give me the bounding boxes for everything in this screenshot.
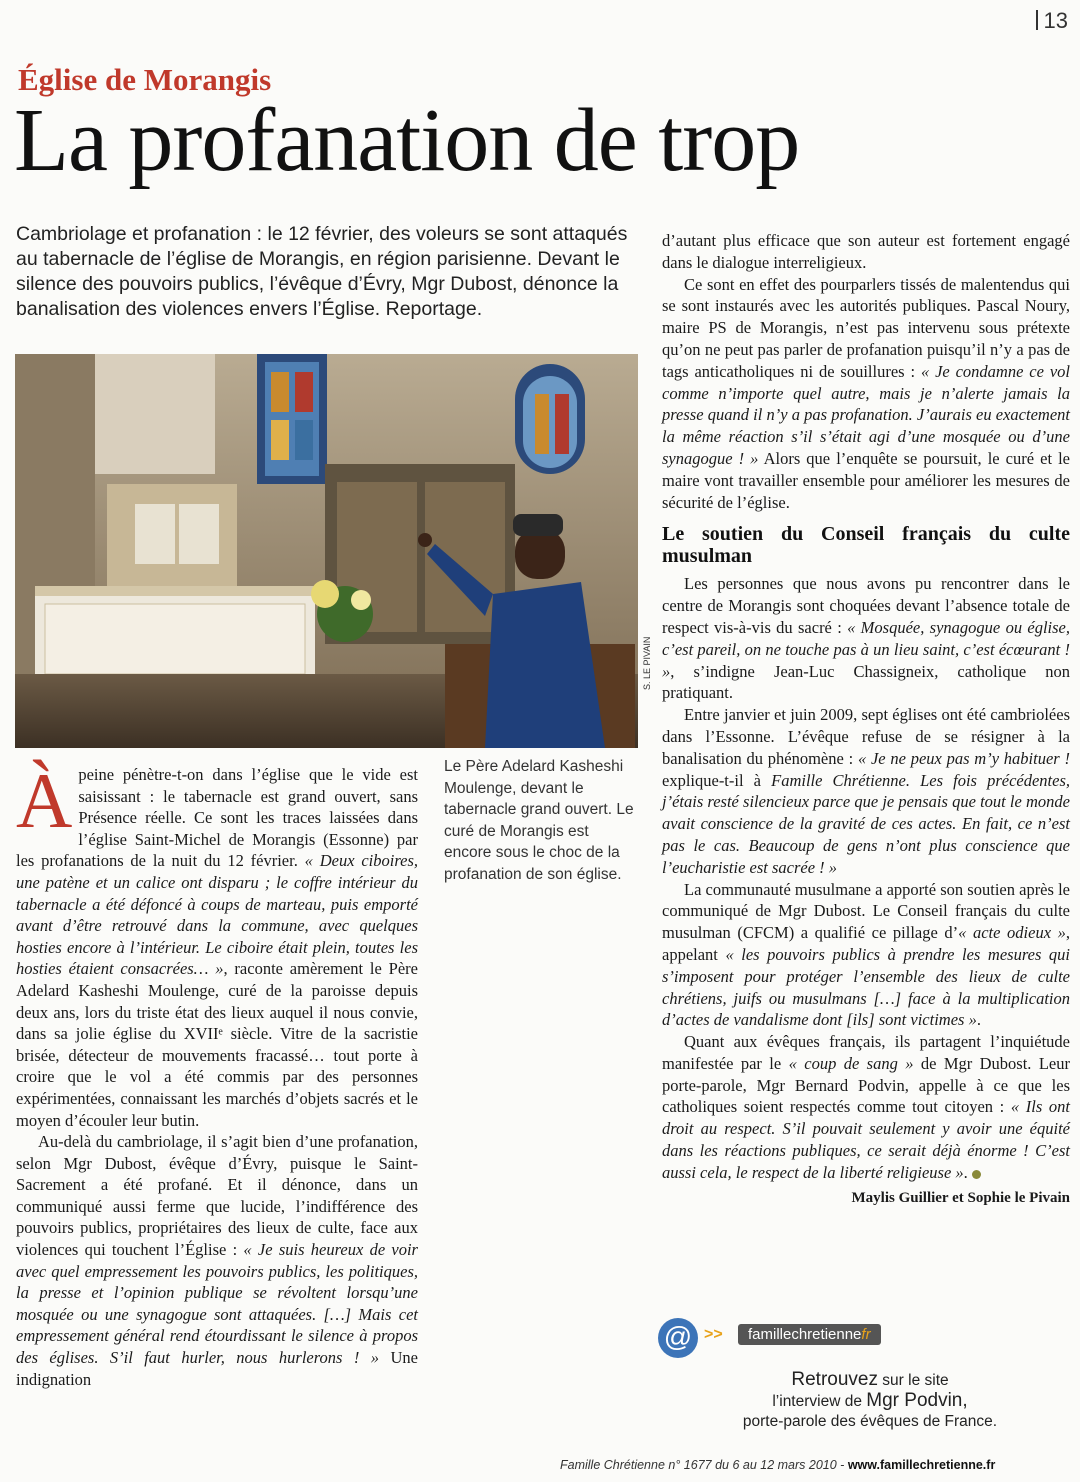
paragraph: La communauté musulmane a apporté son soutien après le communiqué de Mgr Dubost. Le Conseil français du culte musulman (CFCM) a qualifié ce pillage d’« acte odieux », appelant « les pouvoirs publics à prendre les mesures qui s’imposent pour protéger l’ensemble des lieux de culte chrétiens, juifs ou musulmans […] face à la multiplication d’actes de vandalisme dont [ils] sont victimes ».	[662, 879, 1071, 1030]
page-number: 13	[1036, 8, 1068, 34]
at-icon: @	[658, 1318, 698, 1358]
web-promo-text: Retrouvez sur le site l’interview de Mgr Podvin, porte-parole des évêques de France.	[742, 1369, 998, 1430]
footer: Famille Chrétienne n° 1677 du 6 au 12 mars 2010 - www.famillechretienne.fr	[560, 1458, 996, 1472]
paragraph: Ce sont en effet des pourparlers tissés de malentendus qui se sont instaurés avec les autorités publiques. Pascal Noury, maire PS de Morangis, n’est pas intervenu sous prétexte qu’on ne peut pas parler de profanation puisqu’il n’y a pas de tags anticatholiques ni de souillures : « Je condamne ce vol comme n’importe quel autre, mais je n’alerte jamais la presse quand il n’y a pas profanation. J’aurais eu exactement la même réaction s’il s’était agi d’une mosquée ou d’une synagogue ! » Alors que l’enquête se poursuit, le curé et le maire vont travailler ensemble pour améliorer les mesures de sécurité de l’église.	[662, 274, 1070, 512]
arrows-icon: >>	[704, 1326, 723, 1343]
paragraph: Àpeine pénètre-t-on dans l’église que le vide est saisissant : le tabernacle est grand ouvert, sans Présence réelle. Ce sont les traces laissées dans l’église Saint-Michel de Morangis (Essonne) par les profanations de la nuit du 12 février. « Deux ciboires, une patène et un calice ont disparu ; le coffre intérieur du tabernacle a été défoncé à coups de marteau, puis emporté avant d’être retrouvé dans la commune, avec quelques hosties encore à l’intérieur. Le ciboire était plein, toutes les hosties étaient consacrées… », raconte amèrement le Père Adelard Kasheshi Moulenge, curé de la paroisse depuis deux ans, lors du triste état des lieux auquel il nous convie, dans sa jolie église du XVIIᵉ siècle. Vitre de la sacristie brisée, détecteur de mouvements fracassé… tout porte à croire que le vol a été commis par des personnes expérimentées, connaissant les marchés d’objets sacrés et le moyen d’écouler leur butin.	[16, 757, 418, 1130]
byline: Maylis Guillier et Sophie le Pivain	[851, 1189, 1070, 1206]
photo-caption: Le Père Adelard Kasheshi Moulenge, devant le tabernacle grand ouvert. Le curé de Morangis est encore sous le choc de la profanation de son église.	[444, 758, 634, 883]
drop-cap: À	[16, 757, 73, 844]
photo-credit: S. LE PIVAIN	[642, 636, 652, 690]
church-interior-image	[15, 354, 638, 748]
headline: La profanation de trop	[14, 91, 800, 190]
footer-url[interactable]: www.famillechretienne.fr	[847, 1458, 996, 1472]
kicker: Église de Morangis	[18, 62, 272, 97]
subheading: Le soutien du Conseil français du culte musulman	[662, 523, 1070, 568]
chapeau: Cambriolage et profanation : le 12 février, des voleurs se sont attaqués au tabernacle de l’église de Morangis, en région parisienne. Devant le silence des pouvoirs publics, l’évêque d’Évry, Mgr Dubost, dénonce la banalisation des violences envers l’Église. Reportage.	[16, 223, 628, 320]
paragraph: Au-delà du cambriolage, il s’agit bien d’une profanation, selon Mgr Dubost, évêque d’Évry, puisque le Saint-Sacrement a été profané. Et il dénonce, dans un communiqué aussi ferme que lucide, l’indifférence des pouvoirs publics, propriétaires des lieux de culte, face aux violences qui touchent l’Église : « Je suis heureux de voir avec quel empressement les pouvoirs publics, les politiques, la presse et l’opinion publique se révoltent lorsqu’une mosquée ou une synagogue sont attaquées. […] Mais cet empressement général rend étourdissant le silence à propos des églises. S’il faut hurler, nous hurlerons ! » Une indignation	[16, 1132, 418, 1389]
web-promo[interactable]	[640, 1310, 1070, 1440]
site-badge[interactable]: famillechretiennefr	[738, 1324, 881, 1345]
end-bullet-icon	[972, 1170, 981, 1179]
paragraph: Quant aux évêques français, ils partagent l’inquiétude manifestée par le « coup de sang » de Mgr Dubost. Leur porte-parole, Mgr Bernard Podvin, appelle à ce que les catholiques soient respectés comme tout citoyen : « Ils ont droit au respect. S’il pouvait seulement y avoir une équité dans les réactions publiques, ce serait déjà énorme ! C’est aussi cela, le respect de la liberté religieuse ».	[662, 1032, 1071, 1182]
paragraph: Entre janvier et juin 2009, sept églises ont été cambriolées dans l’Essonne. L’évêque refuse de se résigner à la banalisation du phénomène : « Je ne peux pas m’y habituer ! explique-t-il à Famille Chrétienne. Les fois précédentes, j’étais resté silencieux parce que je pensais que tout le monde avait conscience de la gravité de ces actes. En fait, ce n’est pas le cas. Beaucoup de gens n’ont plus conscience que l’eucharistie est sacrée ! »	[662, 705, 1070, 877]
article-column-left	[16, 757, 418, 1390]
paragraph: Les personnes que nous avons pu rencontrer dans le centre de Morangis sont choquées devant l’absence totale de respect vis-à-vis du sacré : « Mosquée, synagogue ou église, c’est pareil, on ne touche pas à un lieu saint, c’est écœurant ! », s’indigne Jean-Luc Chassigneix, catholique non pratiquant.	[662, 574, 1070, 703]
paragraph: d’autant plus efficace que son auteur est fortement engagé dans le dialogue interreligieux.	[662, 231, 1070, 272]
church-photo	[15, 354, 638, 748]
article-column-right	[662, 230, 1070, 1209]
